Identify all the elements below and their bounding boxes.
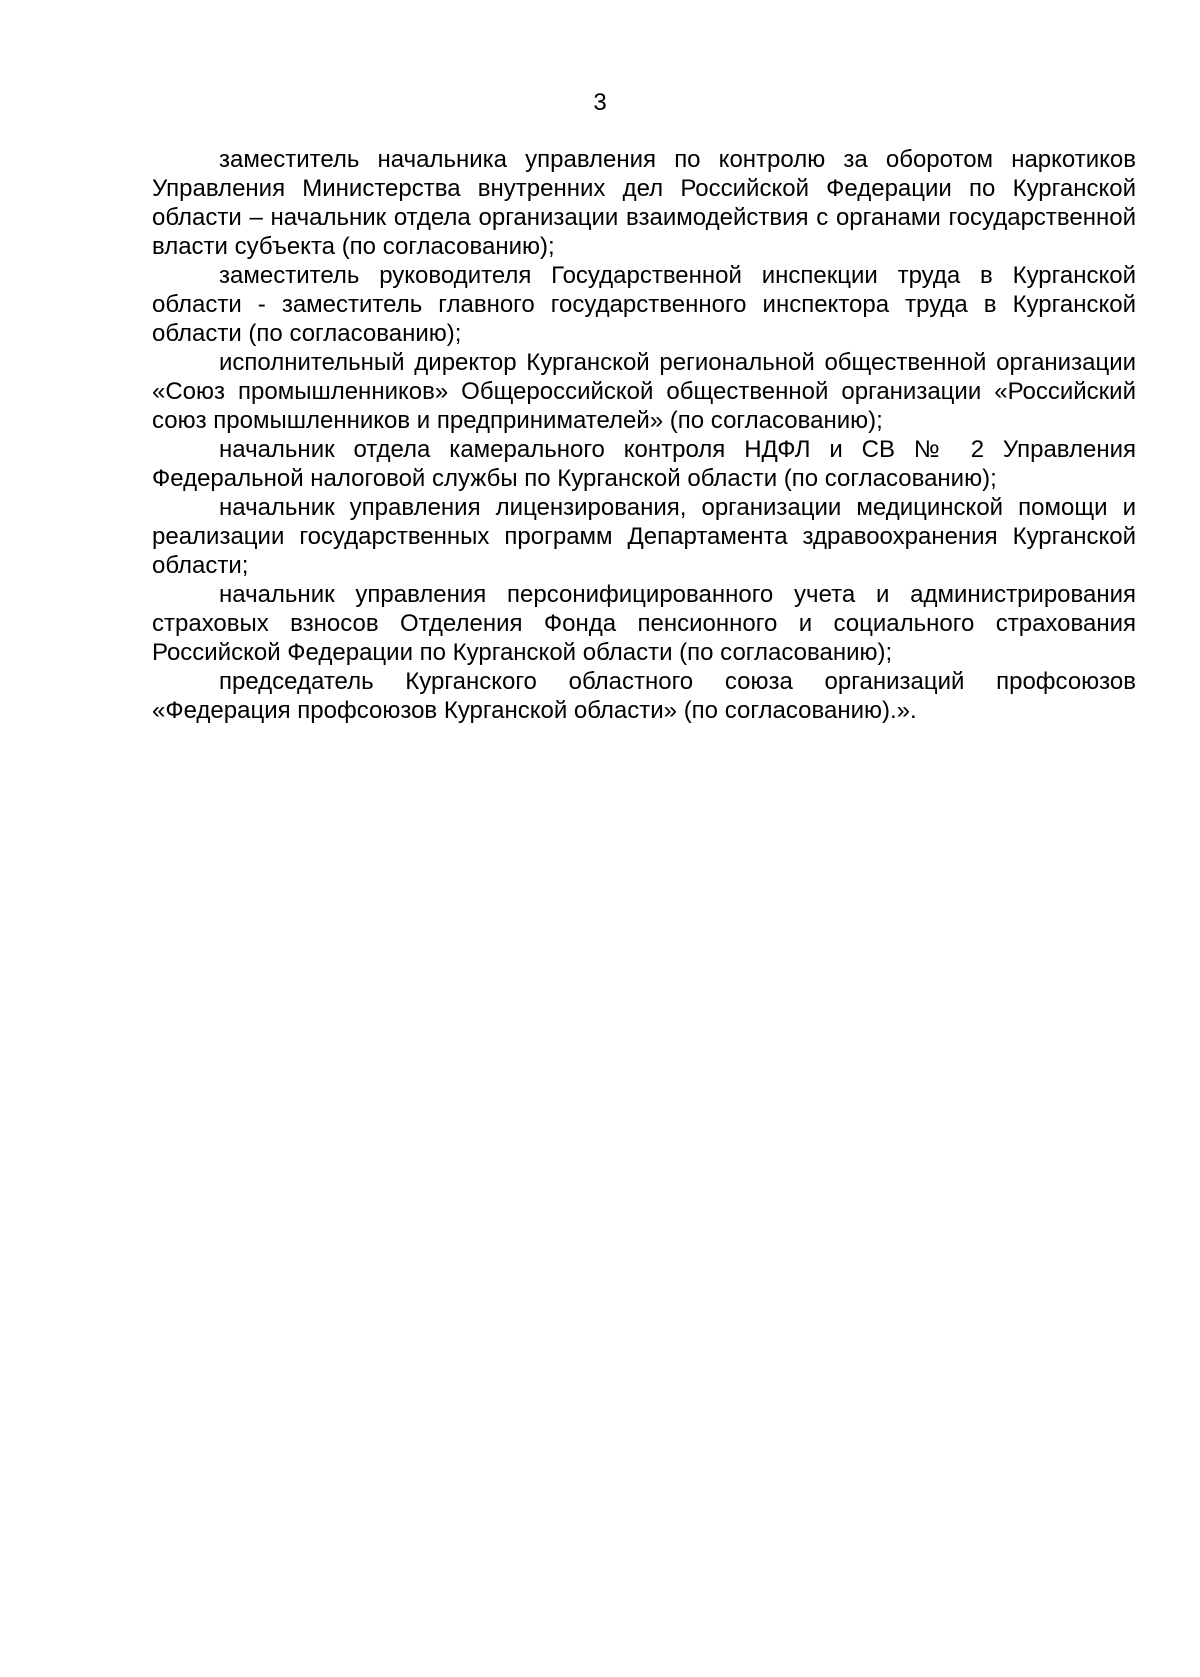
page-number: 3 xyxy=(593,89,607,116)
paragraph-narcotics-control: заместитель начальника управления по контролю за оборотом наркотиков Управления Министерства внутренних дел Российской Федерации по Курганской области – начальник отдела организации взаимодействия с органами государственной власти субъекта (по согласованию); xyxy=(152,146,1136,260)
paragraph-health-department: начальник управления лицензирования, организации медицинской помощи и реализации государственных программ Департамента здравоохранения Курганской области; xyxy=(152,494,1136,579)
document-body xyxy=(152,145,1136,725)
paragraph-pension-fund: начальник управления персонифицированного учета и администрирования страховых взносов Отделения Фонда пенсионного и социального страхования Российской Федерации по Курганской области (по согласованию); xyxy=(152,581,1136,666)
paragraph-tax-service: начальник отдела камерального контроля НДФЛ и СВ № 2 Управления Федеральной налоговой службы по Курганской области (по согласованию); xyxy=(152,436,1136,492)
paragraph-labor-inspection: заместитель руководителя Государственной инспекции труда в Курганской области - заместитель главного государственного инспектора труда в Курганской области (по согласованию); xyxy=(152,262,1136,347)
paragraph-industrialists-union: исполнительный директор Курганской региональной общественной организации «Союз промышленников» Общероссийской общественной организации «Российский союз промышленников и предпринимателей» (по согласованию); xyxy=(152,349,1136,434)
paragraph-trade-unions: председатель Курганского областного союза организаций профсоюзов «Федерация профсоюзов Курганской области» (по согласованию).». xyxy=(152,668,1136,724)
